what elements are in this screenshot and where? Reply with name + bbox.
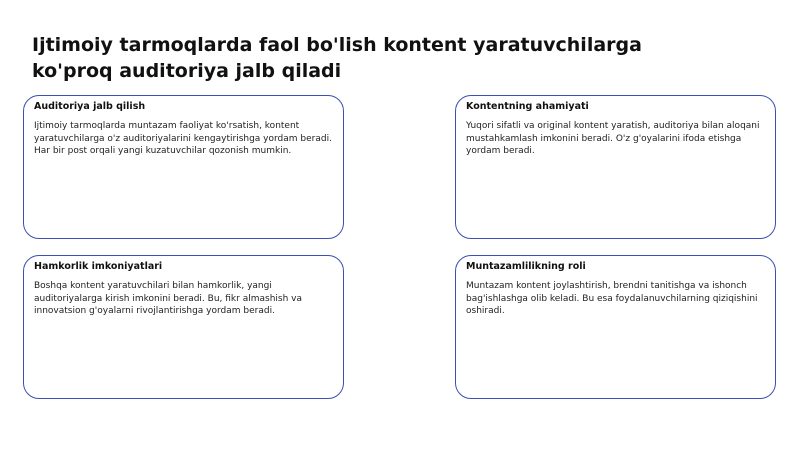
card-title: Kontentning ahamiyati	[466, 101, 589, 112]
slide-title	[32, 32, 652, 84]
card-kontent	[455, 95, 776, 239]
slide-title-line-1: Ijtimoiy tarmoqlarda faol bo'lish kontent yaratuvchilarga	[32, 34, 642, 56]
card-text: Muntazam kontent joylashtirish, brendni tanitishga va ishonch bag'ishlashga olib keladi. Bu esa foydalanuvchilarning qiziqishini oshiradi.	[466, 281, 758, 316]
card-title: Muntazamlilikning roli	[466, 261, 586, 272]
card-text: Yuqori sifatli va original kontent yaratish, auditoriya bilan aloqani mustahkamlash imkonini beradi. O'z g'oyalarini ifoda etishga yordam beradi.	[466, 121, 760, 156]
card-hamkorlik	[23, 255, 344, 399]
card-muntazamlilik	[455, 255, 776, 399]
card-auditoriya	[23, 95, 344, 239]
card-text: Ijtimoiy tarmoqlarda muntazam faoliyat ko'rsatish, kontent yaratuvchilarga o'z auditoriyalarini kengaytirishga yordam beradi. Har bir post orqali yangi kuzatuvchilar qozonish mumkin.	[34, 121, 332, 156]
slide-title-line-2: ko'proq auditoriya jalb qiladi	[32, 60, 342, 82]
card-title: Hamkorlik imkoniyatlari	[34, 261, 163, 272]
card-title: Auditoriya jalb qilish	[34, 101, 146, 112]
card-text: Boshqa kontent yaratuvchilari bilan hamkorlik, yangi auditoriyalarga kirish imkonini beradi. Bu, fikr almashish va innovatsion g'oyalarni rivojlantirishga yordam beradi.	[34, 281, 302, 316]
